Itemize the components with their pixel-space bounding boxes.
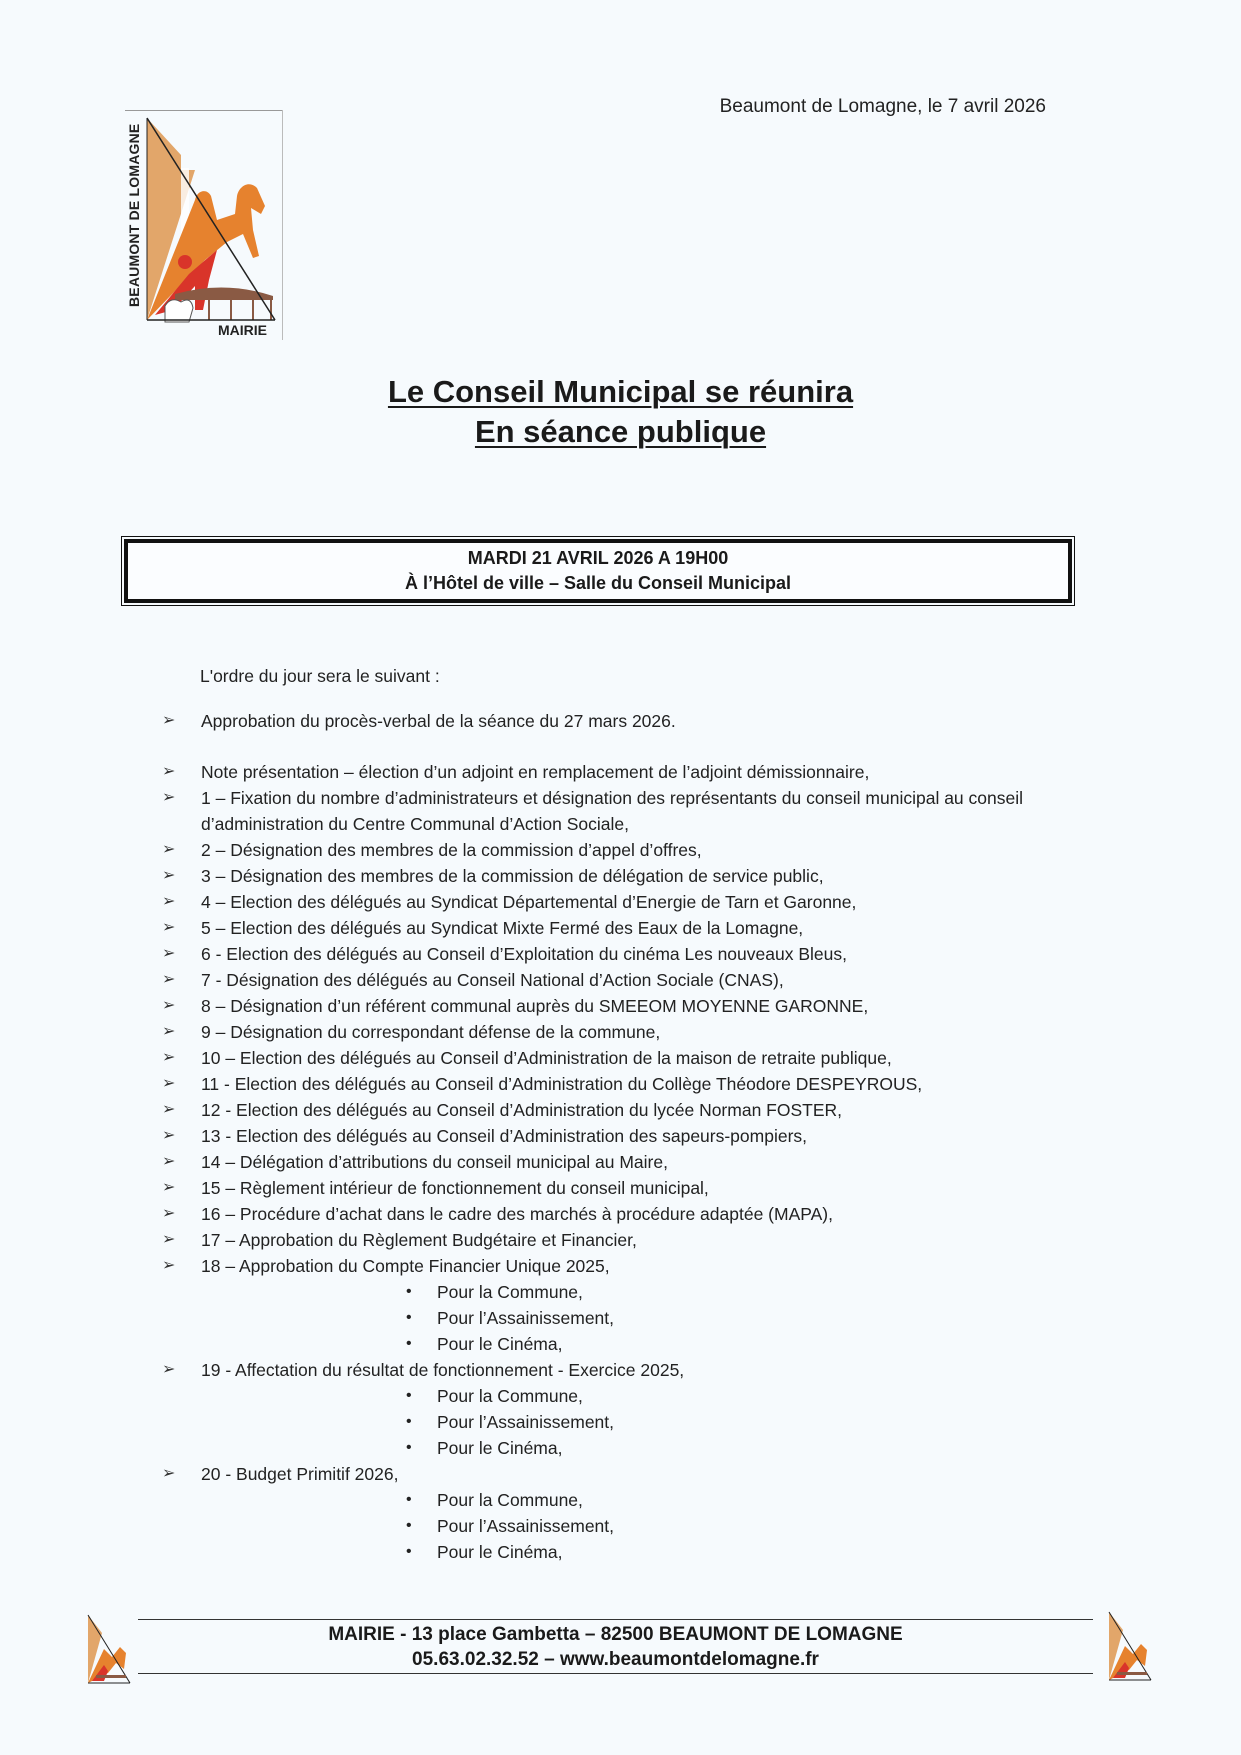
agenda-item bbox=[160, 708, 1090, 734]
agenda-sub-item-text: Pour la Commune, bbox=[437, 1282, 583, 1302]
agenda-item-text: 2 – Désignation des membres de la commission d’appel d’offres, bbox=[201, 840, 702, 860]
arrow-bullet-icon: ➢ bbox=[162, 1231, 176, 1248]
dot-bullet-icon: • bbox=[406, 1517, 412, 1534]
arrow-bullet-icon: ➢ bbox=[162, 867, 176, 884]
dot-bullet-icon: • bbox=[406, 1413, 412, 1430]
dot-bullet-icon: • bbox=[406, 1439, 412, 1456]
footer-logo-right-icon bbox=[1103, 1610, 1155, 1688]
agenda-item-text: 1 – Fixation du nombre d’administrateurs et désignation des représentants du conseil municipal au conseil d’administration du Centre Communal d’Action Sociale, bbox=[201, 788, 1023, 834]
agenda-item-text: 8 – Désignation d’un référent communal auprès du SMEEOM MOYENNE GARONNE, bbox=[201, 996, 869, 1016]
agenda-item-text: 19 - Affectation du résultat de fonctionnement - Exercice 2025, bbox=[201, 1360, 685, 1380]
agenda-item-text: 10 – Election des délégués au Conseil d’Administration de la maison de retraite publique, bbox=[201, 1048, 892, 1068]
agenda-item-text: 18 – Approbation du Compte Financier Unique 2025, bbox=[201, 1256, 610, 1276]
agenda-item bbox=[160, 967, 1090, 993]
arrow-bullet-icon: ➢ bbox=[162, 1075, 176, 1092]
agenda-sub-item-text: Pour l’Assainissement, bbox=[437, 1412, 615, 1432]
date-line: Beaumont de Lomagne, le 7 avril 2026 bbox=[719, 96, 1046, 117]
agenda-item-text: 16 – Procédure d’achat dans le cadre des marchés à procédure adaptée (MAPA), bbox=[201, 1204, 833, 1224]
agenda-item bbox=[160, 1357, 1090, 1383]
logo-mairie-label: MAIRIE bbox=[218, 322, 267, 338]
arrow-bullet-icon: ➢ bbox=[162, 1465, 176, 1482]
agenda-item-text: 14 – Délégation d’attributions du conseil municipal au Maire, bbox=[201, 1152, 668, 1172]
arrow-bullet-icon: ➢ bbox=[162, 1023, 176, 1040]
agenda-sub-item-text: Pour le Cinéma, bbox=[437, 1542, 563, 1562]
agenda-item bbox=[160, 759, 1090, 785]
arrow-bullet-icon: ➢ bbox=[162, 1049, 176, 1066]
agenda-sub-item-text: Pour le Cinéma, bbox=[437, 1334, 563, 1354]
agenda-item-text: 9 – Désignation du correspondant défense de la commune, bbox=[201, 1022, 661, 1042]
arrow-bullet-icon: ➢ bbox=[162, 1101, 176, 1118]
arrow-bullet-icon: ➢ bbox=[162, 945, 176, 962]
agenda-item bbox=[160, 785, 1090, 837]
agenda-sub-item bbox=[160, 1409, 1090, 1435]
agenda-item bbox=[160, 889, 1090, 915]
agenda-sub-item bbox=[160, 1383, 1090, 1409]
arrow-bullet-icon: ➢ bbox=[162, 712, 176, 729]
agenda-item bbox=[160, 1123, 1090, 1149]
footer-divider-top bbox=[138, 1619, 1093, 1620]
agenda-item bbox=[160, 1071, 1090, 1097]
arrow-bullet-icon: ➢ bbox=[162, 763, 176, 780]
agenda-sub-item bbox=[160, 1435, 1090, 1461]
agenda-item-text: 6 - Election des délégués au Conseil d’Exploitation du cinéma Les nouveaux Bleus, bbox=[201, 944, 847, 964]
dot-bullet-icon: • bbox=[406, 1309, 412, 1326]
arrow-bullet-icon: ➢ bbox=[162, 841, 176, 858]
agenda-item-text: 7 - Désignation des délégués au Conseil National d’Action Sociale (CNAS), bbox=[201, 970, 784, 990]
meeting-datetime: MARDI 21 AVRIL 2026 A 19H00 bbox=[467, 548, 729, 568]
arrow-bullet-icon: ➢ bbox=[162, 1257, 176, 1274]
agenda-sub-item-text: Pour l’Assainissement, bbox=[437, 1308, 615, 1328]
agenda-item-text: 15 – Règlement intérieur de fonctionnement du conseil municipal, bbox=[201, 1178, 709, 1198]
arrow-bullet-icon: ➢ bbox=[162, 1205, 176, 1222]
arrow-bullet-icon: ➢ bbox=[162, 997, 176, 1014]
agenda-item-text: 12 - Election des délégués au Conseil d’Administration du lycée Norman FOSTER, bbox=[201, 1100, 843, 1120]
agenda-item-text: 5 – Election des délégués au Syndicat Mixte Fermé des Eaux de la Lomagne, bbox=[201, 918, 804, 938]
agenda-sub-item-text: Pour la Commune, bbox=[437, 1386, 583, 1406]
title-line-1: Le Conseil Municipal se réunira bbox=[387, 374, 854, 409]
agenda-item bbox=[160, 1253, 1090, 1279]
dot-bullet-icon: • bbox=[406, 1387, 412, 1404]
agenda-sub-item bbox=[160, 1487, 1090, 1513]
arrow-bullet-icon: ➢ bbox=[162, 1153, 176, 1170]
arrow-bullet-icon: ➢ bbox=[162, 1361, 176, 1378]
agenda-item bbox=[160, 1201, 1090, 1227]
page-title bbox=[0, 372, 1241, 452]
arrow-bullet-icon: ➢ bbox=[162, 971, 176, 988]
agenda-item-text: 3 – Désignation des membres de la commission de délégation de service public, bbox=[201, 866, 824, 886]
footer-address: MAIRIE - 13 place Gambetta – 82500 BEAUMONT DE LOMAGNE bbox=[328, 1624, 903, 1645]
agenda-intro: L'ordre du jour sera le suivant : bbox=[200, 666, 440, 686]
meeting-info-box bbox=[121, 536, 1075, 606]
agenda-item bbox=[160, 1227, 1090, 1253]
agenda-item bbox=[160, 1175, 1090, 1201]
agenda-item-text: 20 - Budget Primitif 2026, bbox=[201, 1464, 399, 1484]
arrow-bullet-icon: ➢ bbox=[162, 1179, 176, 1196]
agenda-item-text: 11 - Election des délégués au Conseil d’Administration du Collège Théodore DESPEYROUS, bbox=[201, 1074, 923, 1094]
dot-bullet-icon: • bbox=[406, 1283, 412, 1300]
footer-logo-left-icon bbox=[82, 1613, 134, 1691]
arrow-bullet-icon: ➢ bbox=[162, 1127, 176, 1144]
meeting-location: À l’Hôtel de ville – Salle du Conseil Municipal bbox=[404, 573, 792, 593]
agenda-item-text: Approbation du procès-verbal de la séance du 27 mars 2026. bbox=[201, 711, 676, 731]
agenda-item bbox=[160, 1461, 1090, 1487]
agenda-item bbox=[160, 941, 1090, 967]
dot-bullet-icon: • bbox=[406, 1543, 412, 1560]
title-line-2: En séance publique bbox=[474, 414, 767, 449]
agenda-item bbox=[160, 1045, 1090, 1071]
agenda-sub-item bbox=[160, 1539, 1090, 1565]
arrow-bullet-icon: ➢ bbox=[162, 919, 176, 936]
arrow-bullet-icon: ➢ bbox=[162, 789, 176, 806]
agenda-item bbox=[160, 863, 1090, 889]
agenda-sub-item bbox=[160, 1305, 1090, 1331]
footer-divider-bottom bbox=[138, 1673, 1093, 1674]
dot-bullet-icon: • bbox=[406, 1335, 412, 1352]
arrow-bullet-icon: ➢ bbox=[162, 893, 176, 910]
agenda-item-text: 4 – Election des délégués au Syndicat Départemental d’Energie de Tarn et Garonne, bbox=[201, 892, 857, 912]
agenda-sub-item bbox=[160, 1331, 1090, 1357]
agenda-sub-item-text: Pour le Cinéma, bbox=[437, 1438, 563, 1458]
agenda-item bbox=[160, 1149, 1090, 1175]
agenda-item bbox=[160, 993, 1090, 1019]
agenda-sub-item bbox=[160, 1279, 1090, 1305]
agenda-item-text: 17 – Approbation du Règlement Budgétaire et Financier, bbox=[201, 1230, 637, 1250]
footer-info bbox=[138, 1622, 1093, 1672]
footer-contact: 05.63.02.32.52 – www.beaumontdelomagne.fr bbox=[412, 1649, 819, 1670]
logo-town-name: BEAUMONT DE LOMAGNE bbox=[126, 123, 142, 307]
municipal-logo bbox=[125, 110, 285, 340]
agenda-item-text: Note présentation – élection d’un adjoint en remplacement de l’adjoint démissionnaire, bbox=[201, 762, 870, 782]
agenda-item bbox=[160, 915, 1090, 941]
agenda-sub-item-text: Pour l’Assainissement, bbox=[437, 1516, 615, 1536]
dot-bullet-icon: • bbox=[406, 1491, 412, 1508]
agenda-sub-item-text: Pour la Commune, bbox=[437, 1490, 583, 1510]
agenda-item bbox=[160, 1097, 1090, 1123]
agenda-item bbox=[160, 837, 1090, 863]
agenda-item bbox=[160, 1019, 1090, 1045]
agenda-item-text: 13 - Election des délégués au Conseil d’Administration des sapeurs-pompiers, bbox=[201, 1126, 808, 1146]
agenda-list bbox=[160, 708, 1090, 1565]
agenda-sub-item bbox=[160, 1513, 1090, 1539]
municipal-logo-icon bbox=[125, 110, 285, 340]
